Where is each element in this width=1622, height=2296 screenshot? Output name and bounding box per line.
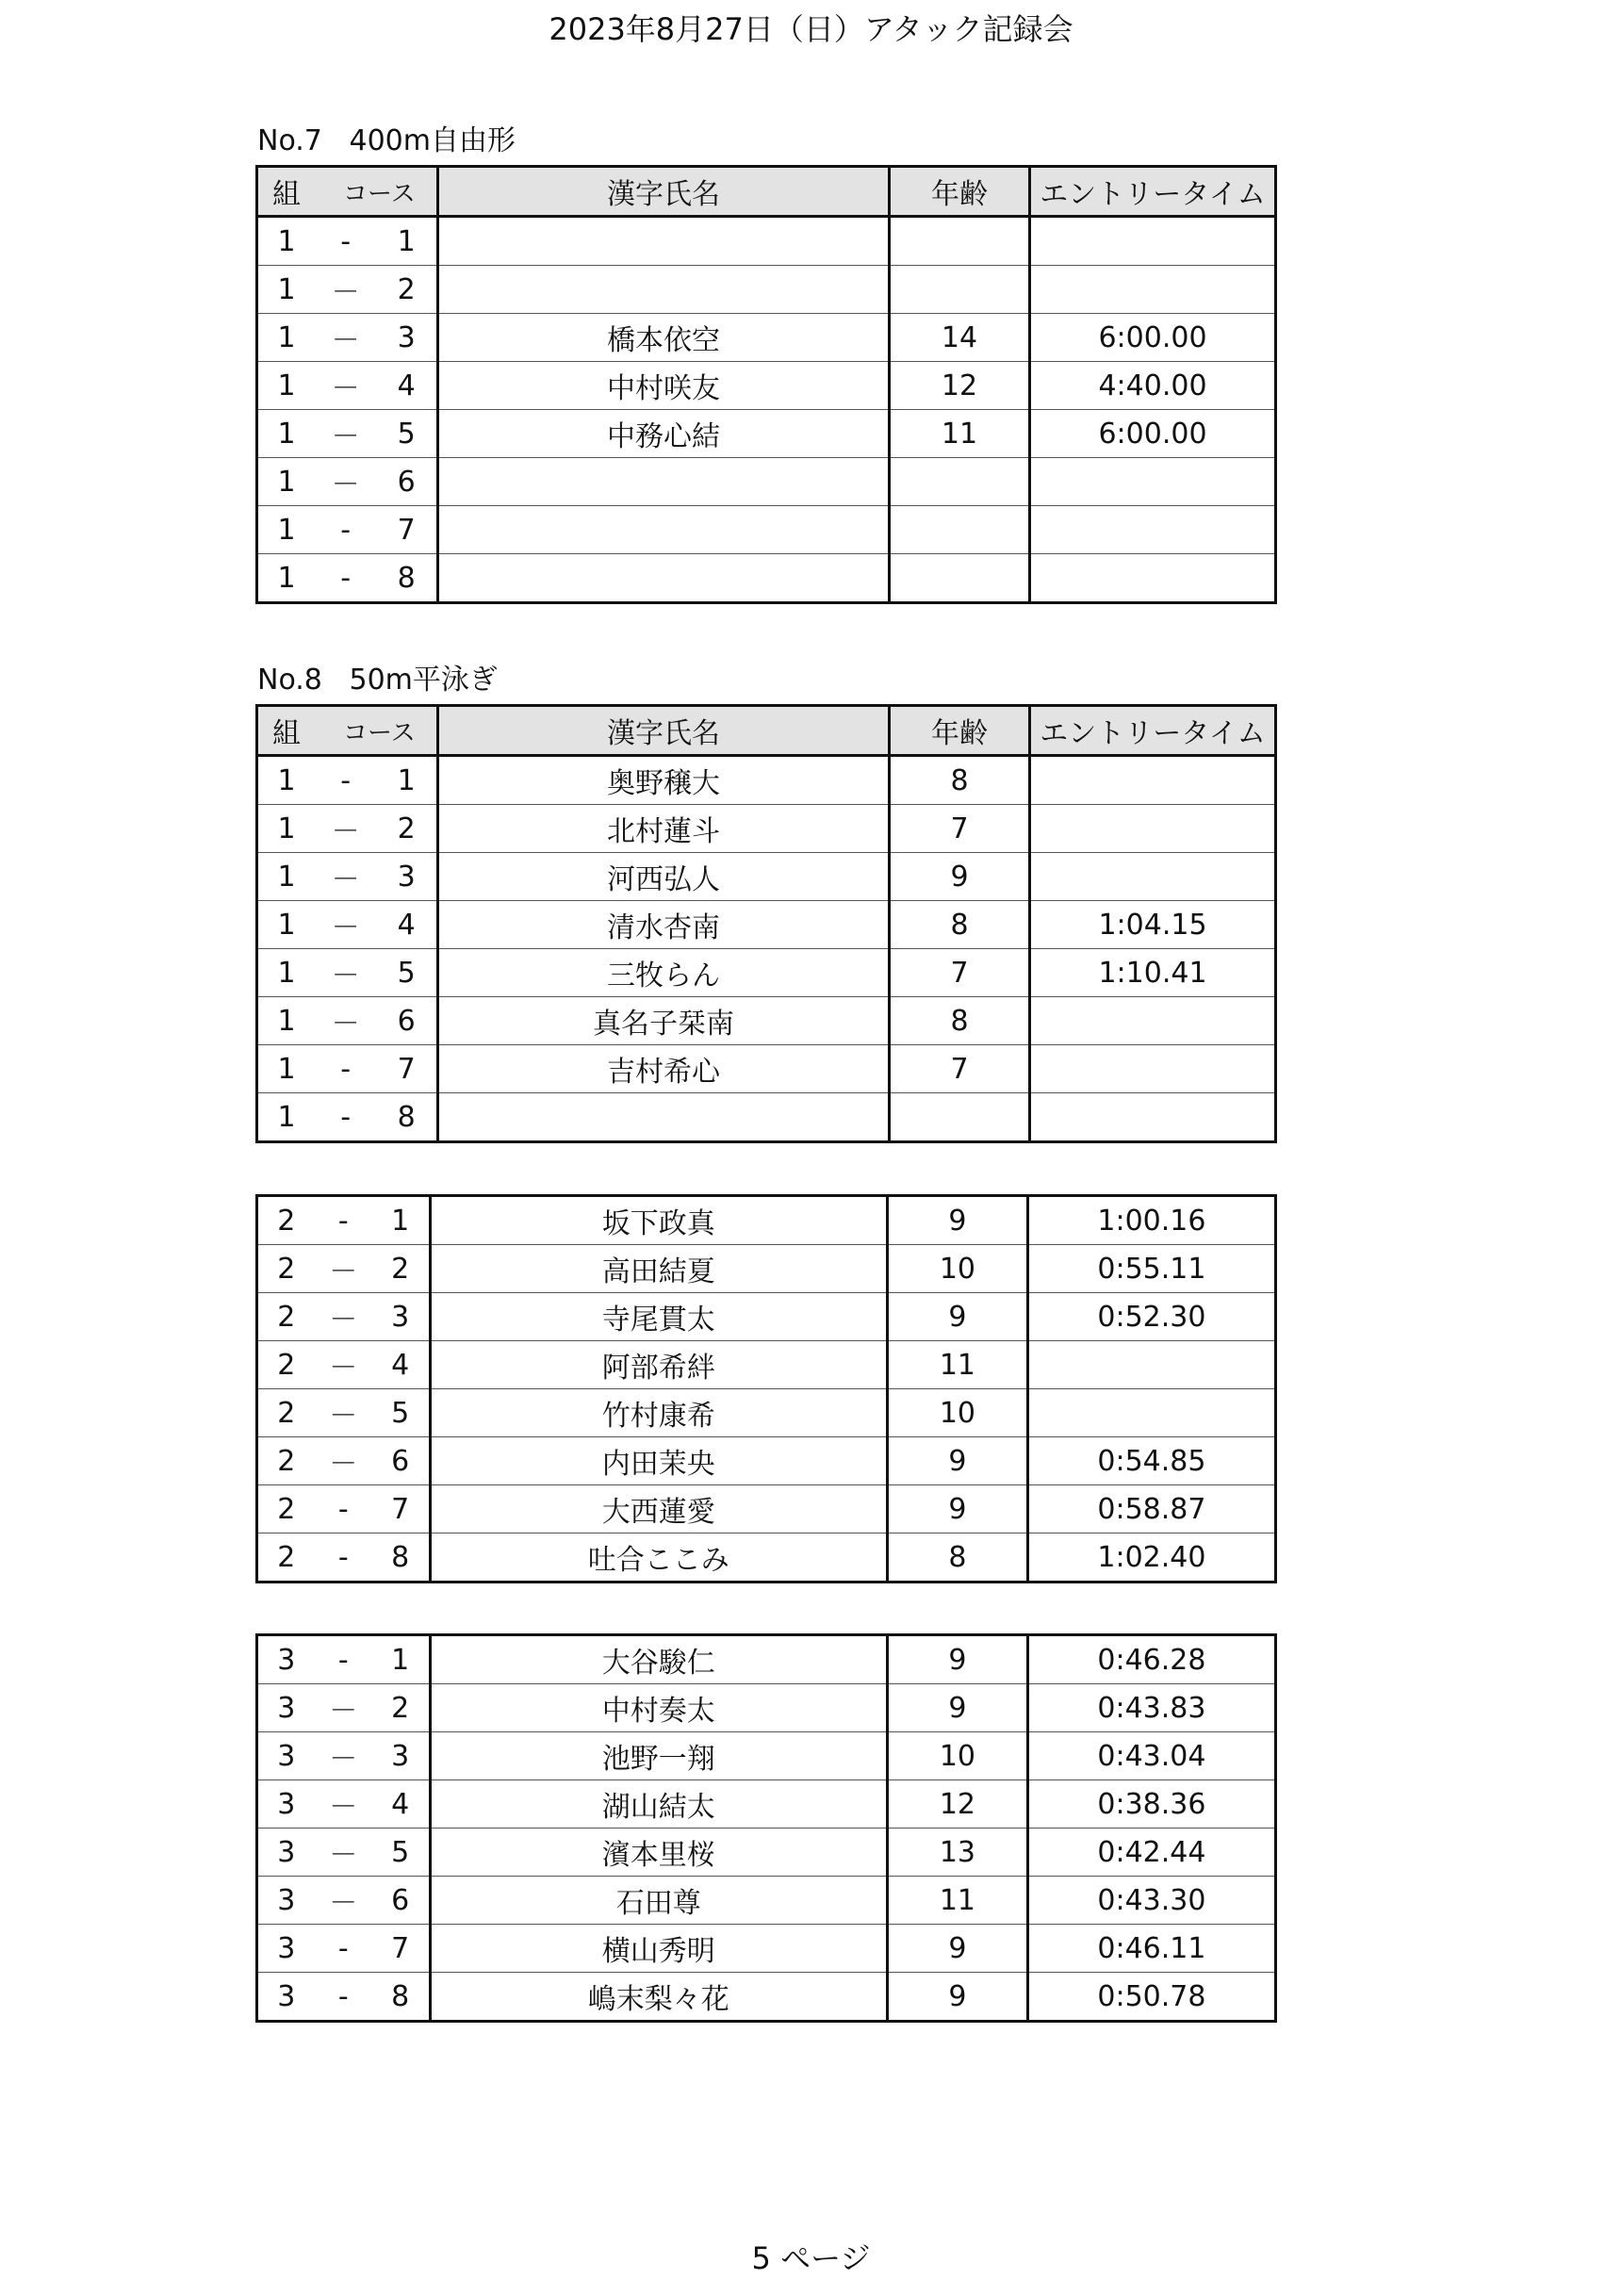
separator-cell: -: [315, 1045, 376, 1093]
lane-cell: 5: [372, 1829, 430, 1877]
table-row: [257, 314, 1276, 362]
swimmer-name-cell: 大西蓮愛: [430, 1485, 887, 1533]
age-cell: 9: [887, 1437, 1027, 1485]
table-row: [257, 266, 1276, 314]
entry-time-cell: [1030, 217, 1276, 266]
table-row: [257, 997, 1276, 1045]
age-cell: 10: [887, 1732, 1027, 1780]
swimmer-name-cell: 池野一翔: [430, 1732, 887, 1780]
table-row: [257, 1973, 1276, 2022]
table-row: [257, 1196, 1276, 1245]
table-row: [257, 1045, 1276, 1093]
swimmer-name-cell: 清水杏南: [438, 901, 890, 949]
group-cell: 2: [257, 1533, 315, 1583]
separator-cell: -: [315, 217, 376, 266]
lane-cell: 3: [376, 853, 437, 901]
table-row: [257, 1635, 1276, 1684]
separator-cell: －: [315, 362, 376, 410]
entry-time-cell: [1030, 1045, 1276, 1093]
age-cell: 7: [890, 949, 1030, 997]
age-header: 年齢: [890, 167, 1030, 217]
age-cell: 14: [890, 314, 1030, 362]
separator-cell: -: [315, 1093, 376, 1142]
swimmer-name-cell: 北村蓮斗: [438, 805, 890, 853]
table-row: [257, 1684, 1276, 1732]
age-cell: 7: [890, 805, 1030, 853]
lane-cell: 4: [372, 1780, 430, 1829]
entry-time-cell: 1:10.41: [1030, 949, 1276, 997]
course-header: コース: [315, 706, 438, 756]
entry-time-cell: [1030, 458, 1276, 506]
age-cell: 9: [887, 1973, 1027, 2022]
swimmer-name-cell: 真名子栞南: [438, 997, 890, 1045]
lane-cell: 2: [376, 266, 437, 314]
separator-cell: -: [315, 1485, 372, 1533]
table-row: [257, 1732, 1276, 1780]
table-row: [257, 1829, 1276, 1877]
table-row: [257, 1389, 1276, 1437]
entry-time-cell: 0:42.44: [1027, 1829, 1275, 1877]
entry-time-cell: 0:43.83: [1027, 1684, 1275, 1732]
separator-cell: －: [315, 1245, 372, 1293]
lane-cell: 3: [376, 314, 437, 362]
swimmer-name-cell: 河西弘人: [438, 853, 890, 901]
group-cell: 2: [257, 1293, 315, 1341]
lane-cell: 7: [372, 1485, 430, 1533]
entry-time-cell: 0:58.87: [1027, 1485, 1275, 1533]
heat-table: [255, 704, 1277, 1143]
group-cell: 1: [257, 901, 316, 949]
heat-table: [255, 1194, 1277, 1583]
separator-cell: －: [315, 1293, 372, 1341]
separator-cell: －: [315, 1877, 372, 1925]
header-row: [257, 706, 1276, 756]
swimmer-name-cell: [438, 266, 890, 314]
entry-time-cell: 6:00.00: [1030, 314, 1276, 362]
group-cell: 1: [257, 458, 316, 506]
separator-cell: －: [315, 1684, 372, 1732]
separator-cell: －: [315, 1437, 372, 1485]
table-row: [257, 756, 1276, 805]
age-cell: 8: [887, 1533, 1027, 1583]
age-cell: 8: [890, 997, 1030, 1045]
age-cell: 7: [890, 1045, 1030, 1093]
group-cell: 3: [257, 1780, 315, 1829]
swimmer-name-cell: 横山秀明: [430, 1925, 887, 1973]
group-header: 組: [257, 167, 316, 217]
lane-cell: 4: [376, 901, 437, 949]
table-row: [257, 1925, 1276, 1973]
group-cell: 1: [257, 853, 316, 901]
age-cell: 9: [887, 1196, 1027, 1245]
age-cell: 8: [890, 901, 1030, 949]
lane-cell: 2: [376, 805, 437, 853]
age-cell: 10: [887, 1389, 1027, 1437]
swimmer-name-cell: 石田尊: [430, 1877, 887, 1925]
group-cell: 3: [257, 1973, 315, 2022]
age-cell: 13: [887, 1829, 1027, 1877]
lane-cell: 6: [372, 1877, 430, 1925]
separator-cell: －: [315, 949, 376, 997]
lane-cell: 6: [376, 997, 437, 1045]
lane-cell: 1: [372, 1635, 430, 1684]
lane-cell: 6: [376, 458, 437, 506]
swimmer-name-cell: 嶋末梨々花: [430, 1973, 887, 2022]
table-row: [257, 1293, 1276, 1341]
age-cell: 9: [887, 1293, 1027, 1341]
entry-time-cell: 0:43.04: [1027, 1732, 1275, 1780]
age-cell: [890, 506, 1030, 554]
swimmer-name-cell: 三牧らん: [438, 949, 890, 997]
entry-time-cell: 1:00.16: [1027, 1196, 1275, 1245]
swimmer-name-cell: [438, 1093, 890, 1142]
swimmer-name-cell: 中務心結: [438, 410, 890, 458]
swimmer-name-cell: 高田結夏: [430, 1245, 887, 1293]
swimmer-name-cell: 湖山結太: [430, 1780, 887, 1829]
table-row: [257, 362, 1276, 410]
table-row: [257, 1093, 1276, 1142]
entry-time-cell: 0:46.11: [1027, 1925, 1275, 1973]
group-cell: 2: [257, 1437, 315, 1485]
age-cell: [890, 1093, 1030, 1142]
entry-time-cell: 0:54.85: [1027, 1437, 1275, 1485]
entry-time-header: エントリータイム: [1030, 167, 1276, 217]
event-heading: No.8 50m平泳ぎ: [257, 664, 498, 697]
entry-time-cell: 0:55.11: [1027, 1245, 1275, 1293]
table-row: [257, 506, 1276, 554]
age-cell: 12: [887, 1780, 1027, 1829]
swimmer-name-cell: [438, 554, 890, 603]
entry-time-cell: 0:43.30: [1027, 1877, 1275, 1925]
table-row: [257, 458, 1276, 506]
swimmer-name-cell: 橋本依空: [438, 314, 890, 362]
separator-cell: -: [315, 1196, 372, 1245]
separator-cell: -: [315, 1925, 372, 1973]
group-cell: 3: [257, 1635, 315, 1684]
age-cell: [890, 458, 1030, 506]
entry-time-cell: [1030, 554, 1276, 603]
age-cell: 9: [887, 1925, 1027, 1973]
group-cell: 2: [257, 1245, 315, 1293]
separator-cell: -: [315, 1973, 372, 2022]
separator-cell: －: [315, 805, 376, 853]
name-header: 漢字氏名: [438, 167, 890, 217]
group-header: 組: [257, 706, 316, 756]
table-row: [257, 1877, 1276, 1925]
separator-cell: －: [315, 1829, 372, 1877]
table-row: [257, 217, 1276, 266]
lane-cell: 5: [376, 949, 437, 997]
entry-time-cell: 0:50.78: [1027, 1973, 1275, 2022]
lane-cell: 4: [372, 1341, 430, 1389]
swimmer-name-cell: [438, 506, 890, 554]
separator-cell: -: [315, 1533, 372, 1583]
group-cell: 1: [257, 410, 316, 458]
group-cell: 2: [257, 1341, 315, 1389]
lane-cell: 8: [372, 1973, 430, 2022]
lane-cell: 7: [376, 506, 437, 554]
lane-cell: 8: [376, 1093, 437, 1142]
table-row: [257, 554, 1276, 603]
header-row: [257, 167, 1276, 217]
entry-time-cell: 1:02.40: [1027, 1533, 1275, 1583]
age-cell: [890, 217, 1030, 266]
age-cell: 9: [887, 1684, 1027, 1732]
age-cell: [890, 266, 1030, 314]
lane-cell: 8: [376, 554, 437, 603]
lane-cell: 6: [372, 1437, 430, 1485]
swimmer-name-cell: 中村奏太: [430, 1684, 887, 1732]
age-cell: 12: [890, 362, 1030, 410]
group-cell: 1: [257, 1093, 316, 1142]
entry-time-header: エントリータイム: [1030, 706, 1276, 756]
age-cell: 11: [887, 1877, 1027, 1925]
entry-time-cell: [1030, 853, 1276, 901]
age-cell: 10: [887, 1245, 1027, 1293]
group-cell: 3: [257, 1877, 315, 1925]
lane-cell: 5: [372, 1389, 430, 1437]
age-cell: 11: [887, 1341, 1027, 1389]
age-cell: [890, 554, 1030, 603]
lane-cell: 7: [372, 1925, 430, 1973]
table-row: [257, 1780, 1276, 1829]
entry-time-cell: [1030, 1093, 1276, 1142]
separator-cell: -: [315, 756, 376, 805]
lane-cell: 2: [372, 1245, 430, 1293]
lane-cell: 1: [372, 1196, 430, 1245]
lane-cell: 3: [372, 1732, 430, 1780]
group-cell: 2: [257, 1389, 315, 1437]
separator-cell: －: [315, 997, 376, 1045]
separator-cell: －: [315, 1389, 372, 1437]
name-header: 漢字氏名: [438, 706, 890, 756]
group-cell: 1: [257, 266, 316, 314]
swimmer-name-cell: 濱本里桜: [430, 1829, 887, 1877]
entry-time-cell: [1027, 1341, 1275, 1389]
group-cell: 1: [257, 506, 316, 554]
lane-cell: 3: [372, 1293, 430, 1341]
separator-cell: －: [315, 410, 376, 458]
separator-cell: －: [315, 314, 376, 362]
table-row: [257, 1533, 1276, 1583]
table-row: [257, 805, 1276, 853]
entry-time-cell: 0:52.30: [1027, 1293, 1275, 1341]
lane-cell: 2: [372, 1684, 430, 1732]
table-row: [257, 1437, 1276, 1485]
group-cell: 1: [257, 362, 316, 410]
group-cell: 3: [257, 1732, 315, 1780]
entry-time-cell: 4:40.00: [1030, 362, 1276, 410]
group-cell: 3: [257, 1684, 315, 1732]
lane-cell: 8: [372, 1533, 430, 1583]
swimmer-name-cell: 中村咲友: [438, 362, 890, 410]
table-row: [257, 853, 1276, 901]
group-cell: 1: [257, 217, 316, 266]
age-cell: 9: [887, 1485, 1027, 1533]
entry-time-cell: [1027, 1389, 1275, 1437]
lane-cell: 1: [376, 756, 437, 805]
swimmer-name-cell: 内田茉央: [430, 1437, 887, 1485]
entry-time-cell: 6:00.00: [1030, 410, 1276, 458]
table-row: [257, 1341, 1276, 1389]
swimmer-name-cell: 大谷駿仁: [430, 1635, 887, 1684]
entry-time-cell: [1030, 805, 1276, 853]
table-row: [257, 1485, 1276, 1533]
age-header: 年齢: [890, 706, 1030, 756]
age-cell: 11: [890, 410, 1030, 458]
course-header: コース: [315, 167, 438, 217]
group-cell: 1: [257, 949, 316, 997]
swimmer-name-cell: 寺尾貫太: [430, 1293, 887, 1341]
entry-time-cell: [1030, 997, 1276, 1045]
separator-cell: －: [315, 901, 376, 949]
swimmer-name-cell: 阿部希絆: [430, 1341, 887, 1389]
group-cell: 1: [257, 554, 316, 603]
swimmer-name-cell: 吐合ここみ: [430, 1533, 887, 1583]
entry-time-cell: [1030, 756, 1276, 805]
entry-time-cell: 0:46.28: [1027, 1635, 1275, 1684]
separator-cell: －: [315, 1780, 372, 1829]
table-row: [257, 901, 1276, 949]
separator-cell: －: [315, 1341, 372, 1389]
separator-cell: -: [315, 1635, 372, 1684]
swimmer-name-cell: 奥野穣大: [438, 756, 890, 805]
heat-table: [255, 165, 1277, 604]
event-heading: No.7 400m自由形: [257, 124, 516, 157]
age-cell: 8: [890, 756, 1030, 805]
separator-cell: －: [315, 266, 376, 314]
group-cell: 1: [257, 997, 316, 1045]
entry-time-cell: 1:04.15: [1030, 901, 1276, 949]
group-cell: 1: [257, 805, 316, 853]
table-row: [257, 1245, 1276, 1293]
group-cell: 1: [257, 1045, 316, 1093]
group-cell: 3: [257, 1925, 315, 1973]
entry-time-cell: [1030, 266, 1276, 314]
swimmer-name-cell: 坂下政真: [430, 1196, 887, 1245]
age-cell: 9: [887, 1635, 1027, 1684]
swimmer-name-cell: 吉村希心: [438, 1045, 890, 1093]
page-number: 5 ページ: [751, 2240, 871, 2276]
group-cell: 3: [257, 1829, 315, 1877]
age-cell: 9: [890, 853, 1030, 901]
page-title: 2023年8月27日（日）アタック記録会: [549, 11, 1073, 47]
separator-cell: －: [315, 458, 376, 506]
swimmer-name-cell: [438, 217, 890, 266]
group-cell: 1: [257, 314, 316, 362]
lane-cell: 1: [376, 217, 437, 266]
lane-cell: 4: [376, 362, 437, 410]
swimmer-name-cell: [438, 458, 890, 506]
swimmer-name-cell: 竹村康希: [430, 1389, 887, 1437]
lane-cell: 7: [376, 1045, 437, 1093]
separator-cell: －: [315, 853, 376, 901]
separator-cell: -: [315, 506, 376, 554]
heat-table: [255, 1633, 1277, 2023]
lane-cell: 5: [376, 410, 437, 458]
table-row: [257, 410, 1276, 458]
group-cell: 2: [257, 1196, 315, 1245]
group-cell: 1: [257, 756, 316, 805]
table-row: [257, 949, 1276, 997]
entry-time-cell: [1030, 506, 1276, 554]
separator-cell: -: [315, 554, 376, 603]
entry-time-cell: 0:38.36: [1027, 1780, 1275, 1829]
group-cell: 2: [257, 1485, 315, 1533]
separator-cell: －: [315, 1732, 372, 1780]
